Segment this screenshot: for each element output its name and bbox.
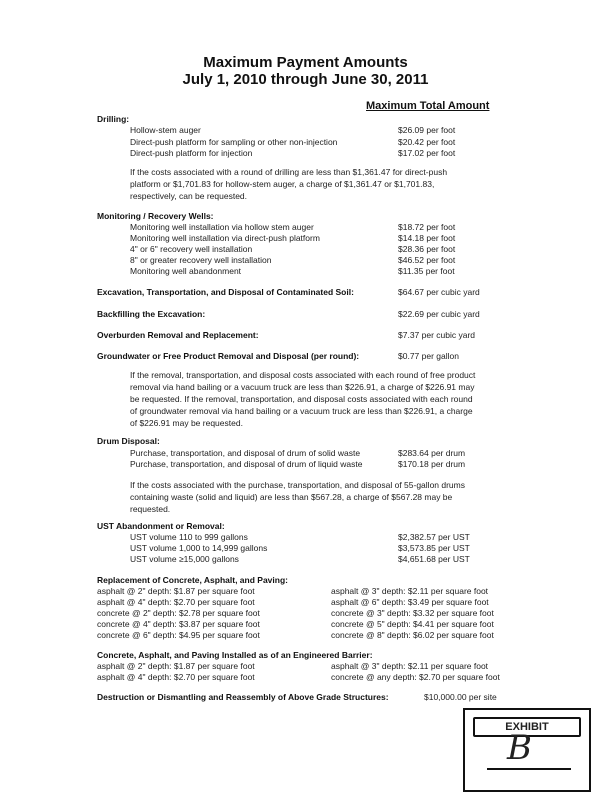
paving-left: asphalt @ 4" depth: $2.70 per square foot <box>97 597 255 607</box>
paving-right: asphalt @ 6" depth: $3.49 per square foot <box>331 597 489 607</box>
overburden-label: Overburden Removal and Replacement: <box>97 330 259 340</box>
drilling-item-amount: $17.02 per foot <box>398 148 456 158</box>
drilling-item-label: Direct-push platform for injection <box>130 148 253 158</box>
overburden-amount: $7.37 per cubic yard <box>398 330 476 340</box>
drum-item-amount: $170.18 per drum <box>398 459 466 469</box>
ust-item-amount: $2,382.57 per UST <box>398 532 470 542</box>
drum-note: If the costs associated with the purchase, transportation, and disposal of 55-gallon drums containing waste (solid and liquid) are less than $567.28, a charge of $567.28 may be requested. <box>130 480 465 514</box>
barrier-left: asphalt @ 4" depth: $2.70 per square foot <box>97 672 255 682</box>
monitoring-item-amount: $28.36 per foot <box>398 244 456 254</box>
groundwater-note: If the removal, transportation, and disposal costs associated with each round of free product removal via hand bailing or a vacuum truck are less than $226.91, a charge of $226.91 may be requested. If the removal, transportation, and disposal costs associated with each round of groundwater removal via hand bailing or a vacuum truck are less than $226.91, a charge of $226.91 may be requested. <box>130 370 476 428</box>
backfilling-label: Backfilling the Excavation: <box>97 309 206 319</box>
paving-header: Replacement of Concrete, Asphalt, and Paving: <box>97 575 288 585</box>
paving-right: concrete @ 8" depth: $6.02 per square foot <box>331 630 494 640</box>
ust-item-label: UST volume ≥15,000 gallons <box>130 554 239 564</box>
drilling-item-amount: $20.42 per foot <box>398 137 456 147</box>
groundwater-label: Groundwater or Free Product Removal and Disposal (per round): <box>97 351 360 361</box>
title-line-1: Maximum Payment Amounts <box>203 54 408 71</box>
monitoring-header: Monitoring / Recovery Wells: <box>97 211 214 221</box>
drilling-header: Drilling: <box>97 114 130 124</box>
paving-left: concrete @ 2" depth: $2.78 per square foot <box>97 608 260 618</box>
drilling-item-label: Hollow-stem auger <box>130 125 201 135</box>
monitoring-item-label: 4" or 6" recovery well installation <box>130 244 253 254</box>
groundwater-amount: $0.77 per gallon <box>398 351 459 361</box>
excavation-amount: $64.67 per cubic yard <box>398 287 480 297</box>
paving-left: asphalt @ 2" depth: $1.87 per square foot <box>97 586 255 596</box>
monitoring-item-label: Monitoring well installation via direct-push platform <box>130 233 320 243</box>
drum-item-label: Purchase, transportation, and disposal of drum of liquid waste <box>130 459 363 469</box>
paving-left: concrete @ 4" depth: $3.87 per square foot <box>97 619 260 629</box>
monitoring-item-label: 8" or greater recovery well installation <box>130 255 272 265</box>
drum-header: Drum Disposal: <box>97 436 160 446</box>
exhibit-stamp <box>463 708 591 792</box>
monitoring-item-label: Monitoring well installation via hollow stem auger <box>130 222 314 232</box>
ust-item-amount: $3,573.85 per UST <box>398 543 470 553</box>
monitoring-item-amount: $11.35 per foot <box>398 266 455 276</box>
paving-left: concrete @ 6" depth: $4.95 per square foot <box>97 630 260 640</box>
ust-item-label: UST volume 1,000 to 14,999 gallons <box>130 543 268 553</box>
title-line-2: July 1, 2010 through June 30, 2011 <box>182 71 429 88</box>
barrier-left: asphalt @ 2" depth: $1.87 per square foot <box>97 661 255 671</box>
monitoring-item-amount: $14.18 per foot <box>398 233 456 243</box>
barrier-header: Concrete, Asphalt, and Paving Installed as of an Engineered Barrier: <box>97 650 373 660</box>
column-header: Maximum Total Amount <box>366 100 490 112</box>
ust-item-label: UST volume 110 to 999 gallons <box>130 532 248 542</box>
monitoring-item-label: Monitoring well abandonment <box>130 266 242 276</box>
exhibit-label: EXHIBIT <box>473 717 581 737</box>
backfilling-amount: $22.69 per cubic yard <box>398 309 480 319</box>
paving-right: asphalt @ 3" depth: $2.11 per square foot <box>331 586 489 596</box>
drum-item-amount: $283.64 per drum <box>398 448 466 458</box>
drum-item-label: Purchase, transportation, and disposal of drum of solid waste <box>130 448 361 458</box>
ust-header: UST Abandonment or Removal: <box>97 521 225 531</box>
drilling-item-label: Direct-push platform for sampling or other non-injection <box>130 137 338 147</box>
ust-item-amount: $4,651.68 per UST <box>398 554 470 564</box>
drilling-note: If the costs associated with a round of drilling are less than $1,361.47 for direct-push platform or $1,701.83 for hollow-stem auger, a charge of $1,361.47 or $1,701.83, respectively, can be requested. <box>130 167 448 201</box>
monitoring-item-amount: $18.72 per foot <box>398 222 456 232</box>
barrier-right: asphalt @ 3" depth: $2.11 per square foot <box>331 661 489 671</box>
destruction-amount: $10,000.00 per site <box>424 692 497 702</box>
paving-right: concrete @ 3" depth: $3.32 per square foot <box>331 608 494 618</box>
exhibit-letter: B <box>507 728 532 768</box>
destruction-label: Destruction or Dismantling and Reassembly of Above Grade Structures: <box>97 692 389 702</box>
drilling-item-amount: $26.09 per foot <box>398 125 456 135</box>
excavation-label: Excavation, Transportation, and Disposal of Contaminated Soil: <box>97 287 354 297</box>
monitoring-item-amount: $46.52 per foot <box>398 255 456 265</box>
barrier-right: concrete @ any depth: $2.70 per square foot <box>331 672 500 682</box>
exhibit-underline <box>487 768 571 770</box>
paving-right: concrete @ 5" depth: $4.41 per square foot <box>331 619 494 629</box>
